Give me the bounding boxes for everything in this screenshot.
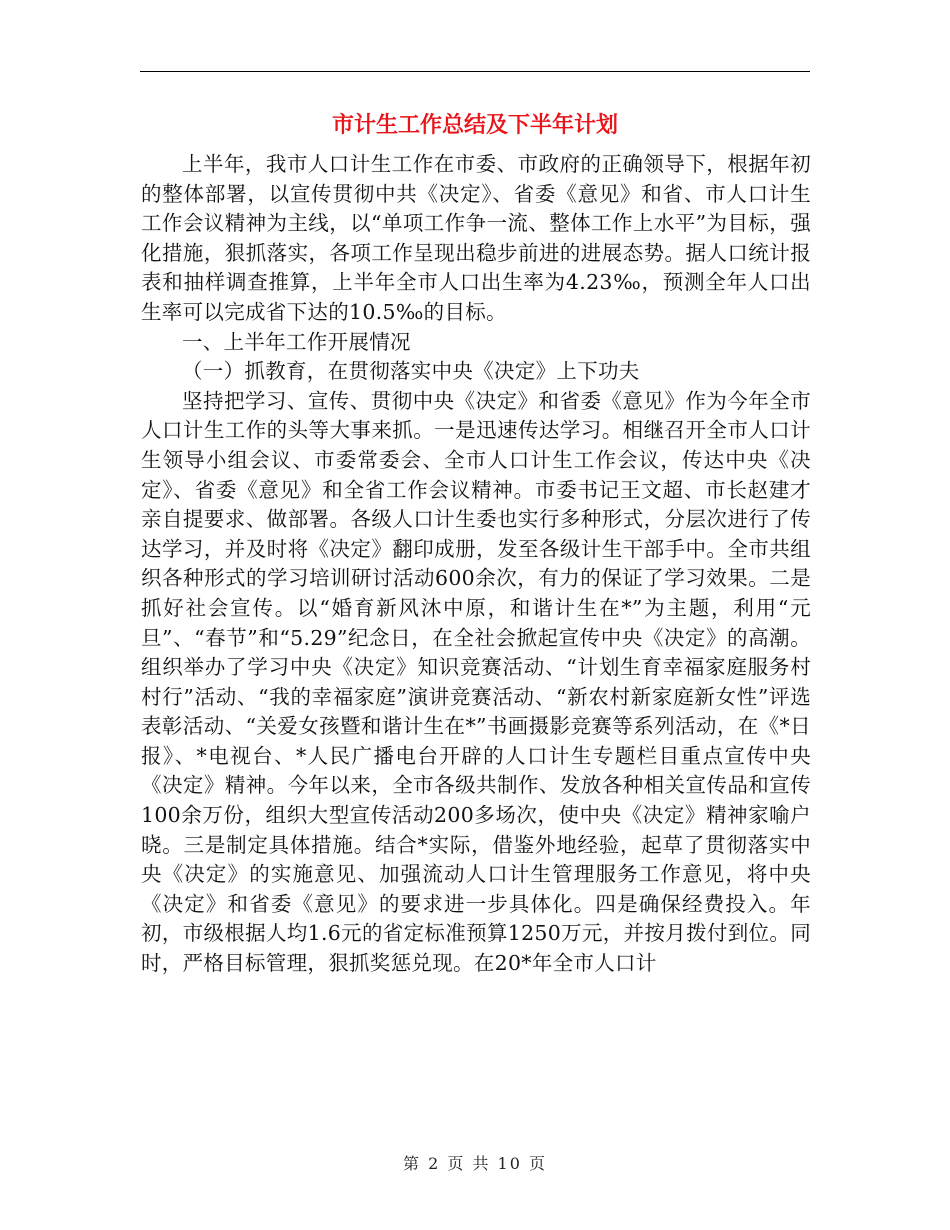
subsection-heading: （一）抓教育，在贯彻落实中央《决定》上下功夫 xyxy=(182,359,640,384)
page-number: 第 2 页 共 10 页 xyxy=(403,1154,547,1173)
section-heading: 一、上半年工作开展情况 xyxy=(182,329,411,354)
document-title: 市计生工作总结及下半年计划 xyxy=(331,113,618,138)
document-body xyxy=(141,150,811,979)
header-rule xyxy=(140,71,810,72)
paragraph-intro: 上半年，我市人口计生工作在市委、市政府的正确领导下，根据年初的整体部署，以宣传贯彻中共《决定》、省委《意见》和省、市人口计生工作会议精神为主线，以“单项工作争一流、整体工作上水平”为目标，强化措施，狠抓落实，各项工作呈现出稳步前进的进展态势。据人口统计报表和抽样调查推算，上半年全市人口出生率为4.23‰，预测全年人口出生率可以完成省下达的10.5‰的目标。 xyxy=(141,152,811,324)
paragraph-education: 坚持把学习、宣传、贯彻中央《决定》和省委《意见》作为今年全市人口计生工作的头等大事来抓。一是迅速传达学习。相继召开全市人口计生领导小组会议、市委常委会、全市人口计生工作会议，传达中央《决定》、省委《意见》和全省工作会议精神。市委书记王文超、市长赵建才亲自提要求、做部署。各级人口计生委也实行多种形式，分层次进行了传达学习，并及时将《决定》翻印成册，发至各级计生干部手中。全市共组织各种形式的学习培训研讨活动600余次，有力的保证了学习效果。二是抓好社会宣传。以“婚育新风沐中原，和谐计生在*”为主题，利用“元旦”、“春节”和“5.29”纪念日，在全社会掀起宣传中央《决定》的高潮。组织举办了学习中央《决定》知识竞赛活动、“计划生育幸福家庭服务村村行”活动、“我的幸福家庭”演讲竞赛活动、“新农村新家庭新女性”评选表彰活动、“关爱女孩暨和谐计生在*”书画摄影竞赛等系列活动，在《*日报》、*电视台、*人民广播电台开辟的人口计生专题栏目重点宣传中央《决定》精神。今年以来，全市各级共制作、发放各种相关宣传品和宣传100余万份，组织大型宣传活动200多场次，使中央《决定》精神家喻户晓。三是制定具体措施。结合*实际，借鉴外地经验，起草了贯彻落实中央《决定》的实施意见、加强流动人口计生管理服务工作意见，将中央《决定》和省委《意见》的要求进一步具体化。四是确保经费投入。年初，市级根据人均1.6元的省定标准预算1250万元，并按月拨付到位。同时，严格目标管理，狠抓奖惩兑现。在20*年全市人口计 xyxy=(141,388,811,976)
